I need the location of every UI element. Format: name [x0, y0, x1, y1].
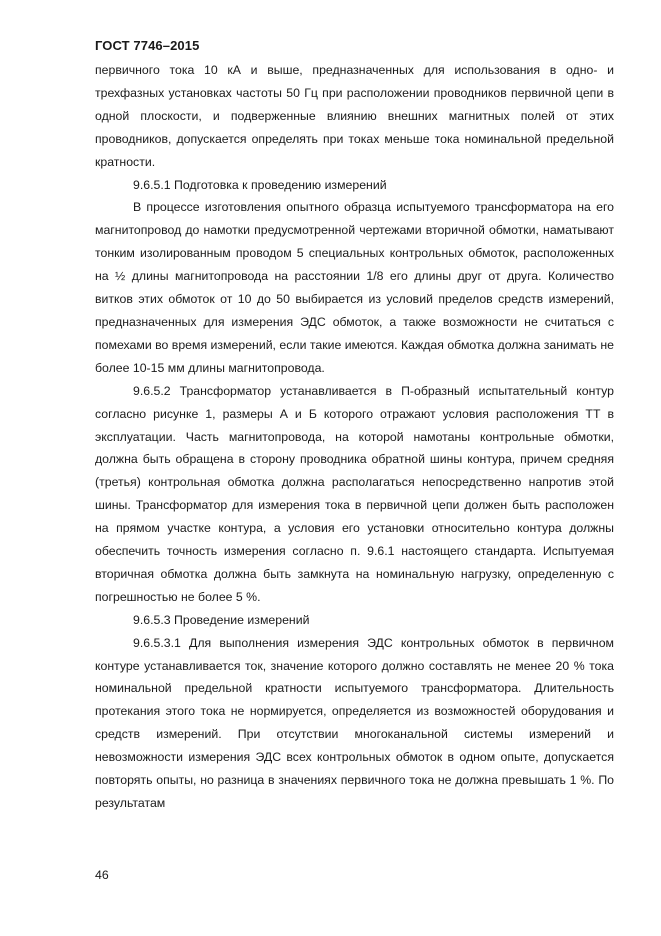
paragraph-continuation: первичного тока 10 кА и выше, предназначенных для использования в одно- и трехфазных установках частоты 50 Гц при расположении проводников первичной цепи в одной плоскости, и подверженные влиянию внешних магнитных полей от этих проводников, допускается определять при токах меньше тока номинальной предельной кратности. — [95, 63, 614, 169]
section-heading-9-6-5-1: 9.6.5.1 Подготовка к проведению измерений — [133, 177, 387, 192]
paragraph-9-6-5-3-1: 9.6.5.3.1 Для выполнения измерения ЭДС контрольных обмоток в первичном контуре устанавливается ток, значение которого должно составлять не менее 20 % тока номинальной предельной кратности испытуемого трансформатора. Длительность протекания этого тока не нормируется, определяется из возможностей оборудования и средств измерений. При отсутствии многоканальной системы измерений и невозможности измерения ЭДС всех контрольных обмоток в одном опыте, допускается повторять опыты, но разница в значениях первичного тока не должна превышать 1 %. По результатам — [95, 635, 614, 810]
paragraph-9-6-5-2: 9.6.5.2 Трансформатор устанавливается в П-образный испытательный контур согласно рисунке 1, размеры А и Б которого отражают условия расположения ТТ в эксплуатации. Часть магнитопровода, на которой намотаны контрольные обмотки, должна быть обращена в сторону проводника обратной шины контура, причем средняя (третья) контрольная обмотка должна располагаться непосредственно напротив этой шины. Трансформатор для измерения тока в первичной цепи должен быть расположен на прямом участке контура, а условия его установки относительно контура должны обеспечить точность измерения согласно п. 9.6.1 настоящего стандарта. Испытуемая вторичная обмотка должна быть замкнута на номинальную нагрузку, определенную с погрешностью не более 5 %. — [95, 383, 614, 604]
section-heading-9-6-5-3: 9.6.5.3 Проведение измерений — [133, 612, 310, 627]
paragraph-preparation: В процессе изготовления опытного образца испытуемого трансформатора на его магнитопровод до намотки предусмотренной чертежами вторичной обмотки, наматывают тонким изолированным проводом 5 специальных контрольных обмоток, расположенных на ½ длины магнитопровода на расстоянии 1/8 его длины друг от друга. Количество витков этих обмоток от 10 до 50 выбирается из условий пределов средств измерений, предназначенных для измерения ЭДС обмоток, а также возможности не считаться с помехами во время измерений, если такие имеются. Каждая обмотка должна занимать не более 10-15 мм длины магнитопровода. — [95, 200, 614, 375]
standard-header: ГОСТ 7746–2015 — [95, 38, 200, 53]
document-body — [95, 59, 614, 815]
page-number: 46 — [95, 868, 109, 882]
